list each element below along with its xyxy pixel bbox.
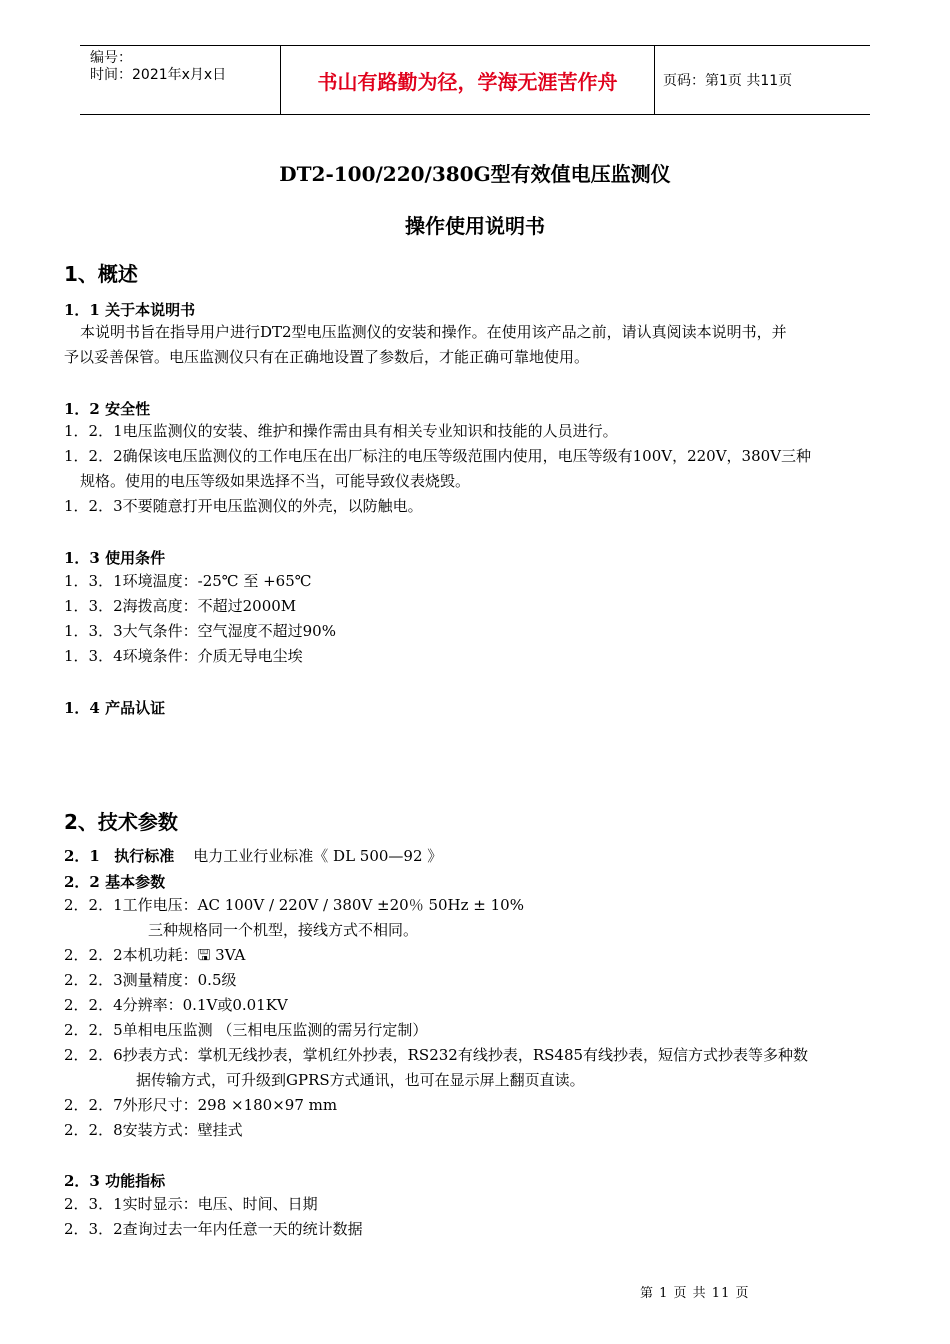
section-1-2-item-1: 1．2．1电压监测仪的安装、维护和操作需由具有相关专业知识和技能的人员进行。	[64, 422, 618, 440]
section-1-3-item-4: 1．3．4环境条件：介质无导电尘埃	[64, 647, 303, 665]
section-2-2-heading: 2．2 基本参数	[64, 873, 166, 891]
section-2-2-item-6: 2．2．6抄表方式：掌机无线抄表，掌机红外抄表，RS232有线抄表，RS485有线抄表，短信方式抄表等多种数	[64, 1046, 809, 1064]
section-1-2-item-3: 1．2．3不要随意打开电压监测仪的外壳，以防触电。	[64, 497, 423, 515]
section-2-3-item-1: 2．3．1实时显示：电压、时间、日期	[64, 1195, 318, 1213]
section-2-heading: 2、技术参数	[64, 810, 178, 834]
section-2-2-item-6-cont: 据传输方式，可升级到GPRS方式通讯，也可在显示屏上翻页直读。	[136, 1071, 585, 1089]
section-2-2-item-5: 2．2．5单相电压监测 （三相电压监测的需另行定制）	[64, 1021, 428, 1039]
section-1-3-item-3: 1．3．3大气条件：空气湿度不超过90%	[64, 622, 336, 640]
document-title: DT2-100/220/380G型有效值电压监测仪	[279, 162, 671, 186]
document-subtitle: 操作使用说明书	[405, 214, 545, 238]
header-motto: 书山有路勤为径，学海无涯苦作舟	[281, 46, 655, 114]
section-2-3-item-2: 2．3．2查询过去一年内任意一天的统计数据	[64, 1220, 363, 1238]
section-2-1-standard: 电力工业行业标准《 DL 500—92 》	[193, 847, 443, 865]
section-1-1-line-1: 本说明书旨在指导用户进行DT2型电压监测仪的安装和操作。在使用该产品之前，请认真阅读本说明书，并	[80, 323, 787, 341]
section-1-3-item-1: 1．3．1环境温度：-25℃ 至 +65℃	[64, 572, 312, 590]
section-2-2-item-2: 2．2．2本机功耗：🖫 3VA	[64, 946, 246, 964]
number-label: 编号：	[90, 50, 132, 66]
time-label: 时间：2021年x月x日	[90, 67, 227, 83]
section-2-1-line	[64, 844, 442, 869]
section-1-1-line-2: 予以妥善保管。电压监测仪只有在正确地设置了参数后，才能正确可靠地使用。	[64, 348, 590, 366]
section-1-2-item-2-cont: 规格。使用的电压等级如果选择不当，可能导致仪表烧毁。	[80, 472, 471, 490]
section-1-1-heading: 1．1 关于本说明书	[64, 301, 196, 319]
section-2-2-item-7: 2．2．7外形尺寸：298 ×180×97 mm	[64, 1096, 338, 1114]
section-2-2-item-4: 2．2．4分辨率：0.1V或0.01KV	[64, 996, 288, 1014]
section-1-heading: 1、概述	[64, 262, 138, 286]
section-1-4-heading: 1．4 产品认证	[64, 699, 166, 717]
section-1-3-item-2: 1．3．2海拨高度：不超过2000M	[64, 597, 297, 615]
section-2-2-item-3: 2．2．3测量精度：0.5级	[64, 971, 237, 989]
section-2-2-item-1-cont: 三种规格同一个机型，接线方式不相同。	[148, 921, 419, 939]
section-2-3-heading: 2．3 功能指标	[64, 1172, 166, 1190]
section-2-1-number: 2．1	[64, 847, 100, 865]
section-1-2-heading: 1．2 安全性	[64, 400, 151, 418]
section-2-1-label: 执行标准	[114, 847, 175, 865]
section-2-2-item-8: 2．2．8安装方式：壁挂式	[64, 1121, 243, 1139]
header-meta	[80, 46, 281, 114]
section-1-2-item-2: 1．2．2确保该电压监测仪的工作电压在出厂标注的电压等级范围内使用，电压等级有100V，220V，380V三种	[64, 447, 812, 465]
header-page-label: 页码：第1页 共11页	[663, 73, 793, 89]
page-footer: 第 1 页 共 11 页	[640, 1286, 750, 1301]
section-1-3-heading: 1．3 使用条件	[64, 549, 166, 567]
page-header	[80, 45, 870, 115]
section-2-2-item-1: 2．2．1工作电压：AC 100V / 220V / 380V ±20％ 50Hz ± 10%	[64, 896, 524, 914]
